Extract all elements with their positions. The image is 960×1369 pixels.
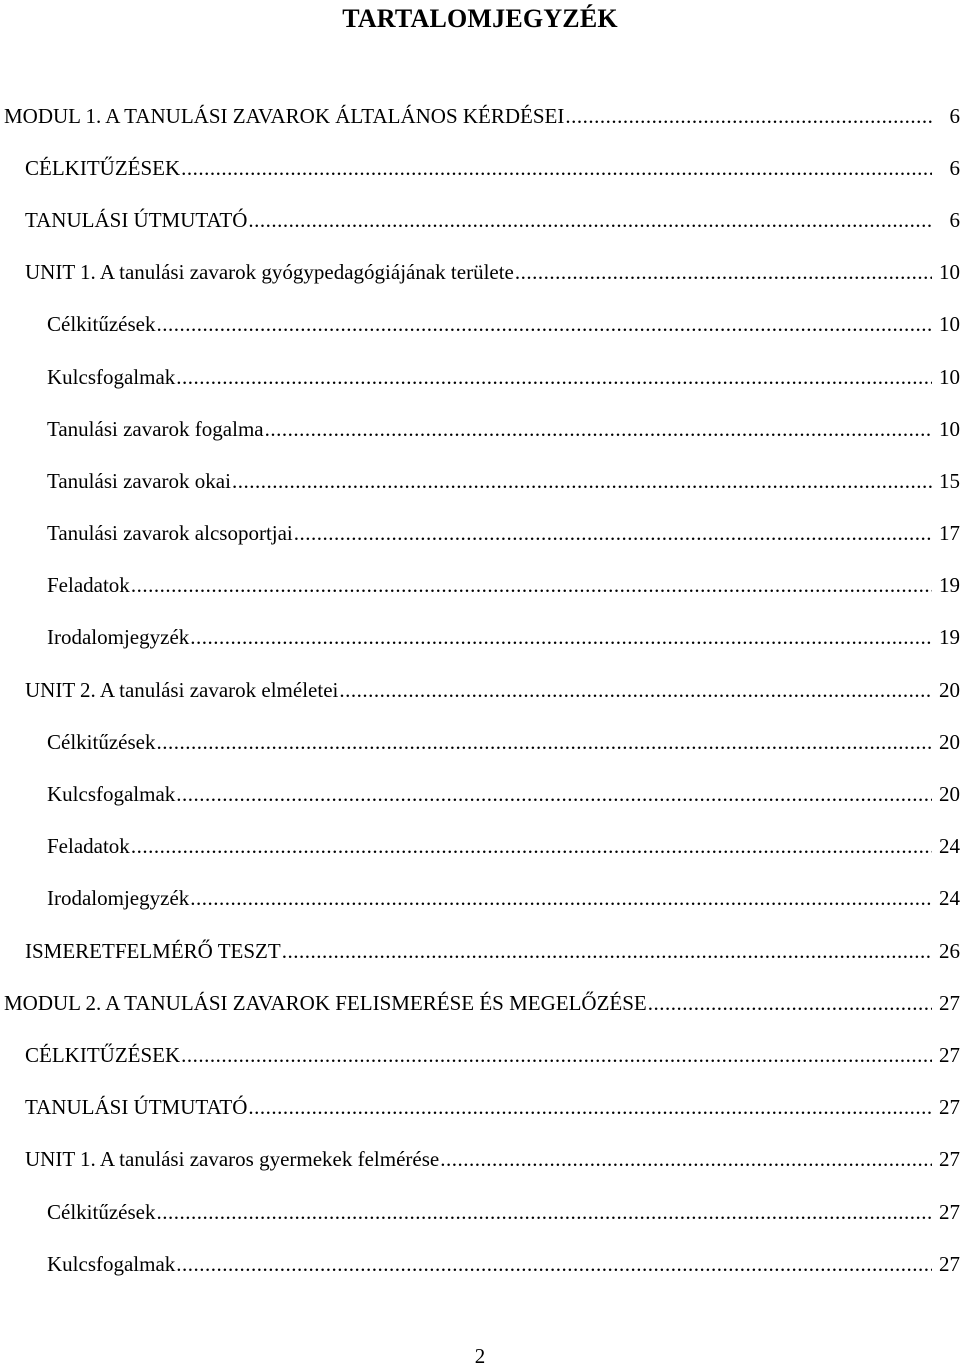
toc-dot-leader [648, 991, 932, 1016]
toc-entry-page-number: 10 [939, 260, 960, 285]
toc-entry[interactable] [0, 664, 960, 716]
toc-entry-text: Irodalomjegyzék [47, 625, 190, 650]
toc-entry[interactable] [0, 1238, 960, 1290]
toc-entry-page-number: 24 [939, 834, 960, 859]
toc-dot-leader [190, 886, 932, 911]
toc-entry-text: Feladatok [47, 573, 130, 598]
toc-entry[interactable] [0, 716, 960, 768]
toc-entry-page-number: 6 [949, 207, 960, 232]
toc-entry-text: TANULÁSI ÚTMUTATÓ [25, 207, 248, 232]
toc-entry-text: Célkitűzések [47, 312, 156, 337]
toc-dot-leader [282, 939, 932, 964]
toc-entry-text: Tanulási zavarok fogalma [47, 416, 264, 441]
page-number: 2 [474, 1344, 486, 1368]
toc-entry-text: Tanulási zavarok alcsoportjai [47, 521, 293, 546]
toc-entry-text: UNIT 1. A tanulási zavaros gyermekek felmérése [25, 1147, 440, 1172]
toc-entry-text: TANULÁSI ÚTMUTATÓ [25, 1095, 248, 1120]
toc-dot-leader [248, 1095, 932, 1120]
toc-entry-text: Célkitűzések [47, 1199, 156, 1224]
toc-entry-page-number: 27 [939, 1199, 960, 1224]
toc-entry-page-number: 27 [939, 1251, 960, 1276]
toc-entry-text: ISMERETFELMÉRŐ TESZT [25, 938, 281, 963]
toc-entry-text: Kulcsfogalmak [47, 364, 176, 389]
toc-entry-text: Irodalomjegyzék [47, 886, 190, 911]
toc-entry[interactable] [0, 821, 960, 873]
toc-entry-text: Célkitűzések [47, 729, 156, 754]
toc-entry-page-number: 6 [949, 155, 960, 180]
toc-entry[interactable] [0, 925, 960, 977]
toc-entry[interactable] [0, 90, 960, 142]
toc-entry-page-number: 26 [939, 938, 960, 963]
toc-entry[interactable] [0, 873, 960, 925]
toc-dot-leader [181, 156, 932, 181]
toc-entry[interactable] [0, 142, 960, 194]
toc-entry-page-number: 20 [939, 729, 960, 754]
toc-dot-leader [131, 834, 932, 859]
toc-entry-page-number: 27 [939, 1147, 960, 1172]
toc-dot-leader [176, 365, 932, 390]
toc-dot-leader [294, 521, 932, 546]
toc-dot-leader [190, 625, 932, 650]
toc-entry-page-number: 15 [939, 468, 960, 493]
toc-entry-page-number: 10 [939, 416, 960, 441]
toc-entry[interactable] [0, 508, 960, 560]
toc-entry-page-number: 19 [939, 573, 960, 598]
toc-entry-text: UNIT 2. A tanulási zavarok elméletei [25, 677, 339, 702]
toc-entry[interactable] [0, 247, 960, 299]
toc-entry-text: UNIT 1. A tanulási zavarok gyógypedagógiájának területe [25, 260, 514, 285]
toc-entry-page-number: 27 [939, 1042, 960, 1067]
toc-dot-leader [181, 1043, 932, 1068]
toc-entry[interactable] [0, 299, 960, 351]
toc-dot-leader [440, 1147, 932, 1172]
toc-dot-leader [339, 678, 932, 703]
toc-dot-leader [176, 782, 932, 807]
toc-entry-page-number: 27 [939, 1095, 960, 1120]
toc-entry-page-number: 19 [939, 625, 960, 650]
toc-entry[interactable] [0, 1134, 960, 1186]
toc-entry-page-number: 10 [939, 364, 960, 389]
toc-entry-text: Kulcsfogalmak [47, 782, 176, 807]
toc-entry-page-number: 17 [939, 521, 960, 546]
toc-entry-text: MODUL 1. A TANULÁSI ZAVAROK ÁLTALÁNOS KÉRDÉSEI [4, 103, 565, 128]
toc-dot-leader [131, 573, 932, 598]
toc-entry[interactable] [0, 768, 960, 820]
toc-entry-page-number: 10 [939, 312, 960, 337]
toc-entry[interactable] [0, 1029, 960, 1081]
toc-entry-text: Feladatok [47, 834, 130, 859]
toc-entry-text: Tanulási zavarok okai [47, 468, 231, 493]
page-title: TARTALOMJEGYZÉK [342, 4, 618, 33]
toc-entry-text: CÉLKITŰZÉSEK [25, 155, 181, 180]
toc-entry[interactable] [0, 455, 960, 507]
toc-dot-leader [515, 260, 932, 285]
toc-entry-page-number: 20 [939, 677, 960, 702]
toc-entry[interactable] [0, 351, 960, 403]
toc-entry-text: Kulcsfogalmak [47, 1251, 176, 1276]
toc-entry-page-number: 24 [939, 886, 960, 911]
toc-dot-leader [156, 730, 932, 755]
toc-dot-leader [232, 469, 932, 494]
toc-entry-page-number: 6 [949, 103, 960, 128]
toc-dot-leader [248, 208, 932, 233]
toc-dot-leader [176, 1252, 932, 1277]
toc-dot-leader [265, 417, 932, 442]
table-of-contents [0, 90, 960, 1290]
toc-entry[interactable] [0, 403, 960, 455]
toc-entry[interactable] [0, 612, 960, 664]
toc-entry-text: MODUL 2. A TANULÁSI ZAVAROK FELISMERÉSE ÉS MEGELŐZÉSE [4, 990, 647, 1015]
toc-entry[interactable] [0, 560, 960, 612]
toc-dot-leader [565, 104, 932, 129]
toc-entry[interactable] [0, 1082, 960, 1134]
toc-dot-leader [156, 312, 932, 337]
toc-entry[interactable] [0, 977, 960, 1029]
toc-dot-leader [156, 1200, 932, 1225]
toc-entry[interactable] [0, 194, 960, 246]
toc-entry-page-number: 27 [939, 990, 960, 1015]
toc-entry-page-number: 20 [939, 782, 960, 807]
toc-entry[interactable] [0, 1186, 960, 1238]
toc-entry-text: CÉLKITŰZÉSEK [25, 1042, 181, 1067]
